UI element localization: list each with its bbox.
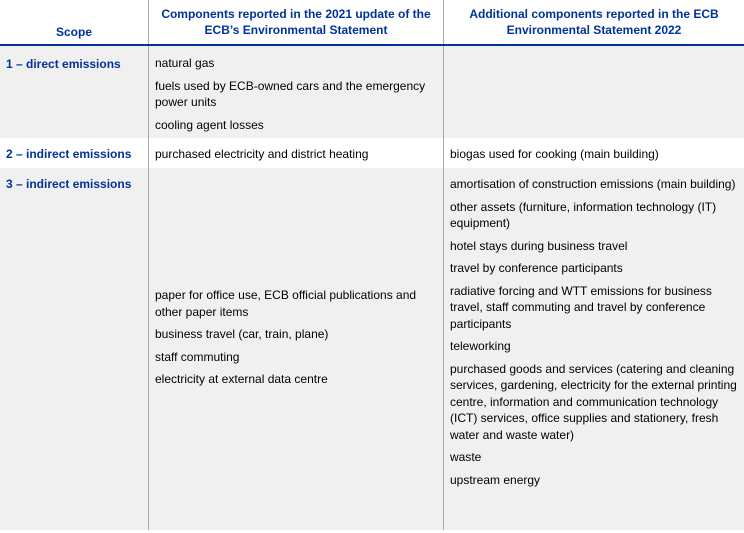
- header-2022-additional-components: Additional components reported in the ECB Environmental Statement 2022: [443, 0, 744, 44]
- list-item: other assets (furniture, information technology (IT) equipment): [450, 199, 717, 230]
- list-item: waste: [450, 450, 482, 464]
- list-item: staff commuting: [155, 349, 240, 364]
- scope-label: 3 – indirect emissions: [6, 177, 132, 191]
- components-2022-cell: [443, 138, 744, 168]
- list-item: upstream energy: [450, 472, 541, 487]
- list-item: cooling agent losses: [155, 117, 264, 132]
- list-item: business travel (car, train, plane): [155, 327, 329, 341]
- table-row: [0, 46, 744, 138]
- scope-cell: [0, 46, 148, 138]
- list-item: paper for office use, ECB official publications and other paper items: [155, 288, 417, 319]
- list-item: teleworking: [450, 339, 511, 353]
- list-item: purchased electricity and district heating: [155, 147, 369, 161]
- table-row: [0, 138, 744, 168]
- list-item: radiative forcing and WTT emissions for business travel, staff commuting and travel by conference participants: [450, 283, 712, 331]
- list-item: fuels used by ECB-owned cars and the emergency power units: [155, 78, 426, 109]
- table-row: [0, 168, 744, 530]
- components-2021-cell: [148, 168, 443, 530]
- scope-cell: [0, 168, 148, 530]
- components-2022-cell: [443, 46, 744, 138]
- list-item: travel by conference participants: [450, 261, 623, 275]
- list-item: natural gas: [155, 56, 215, 70]
- components-2021-cell: [148, 46, 443, 138]
- header-scope: Scope: [55, 25, 92, 39]
- components-2021-cell: [148, 138, 443, 168]
- scope-label: 1 – direct emissions: [6, 57, 121, 71]
- scope-cell: [0, 138, 148, 168]
- list-item: electricity at external data centre: [155, 372, 328, 386]
- list-item: hotel stays during business travel: [450, 238, 628, 253]
- list-item: purchased goods and services (catering and cleaning services, gardening, electricity for the external printing centre, information and communication technology (ICT) services, office supplies and stationery, fresh water and waste water): [450, 361, 737, 442]
- scope-label: 2 – indirect emissions: [6, 147, 132, 161]
- list-item: biogas used for cooking (main building): [450, 147, 659, 161]
- list-item: amortisation of construction emissions (main building): [450, 177, 736, 191]
- header-2021-components: Components reported in the 2021 update of the ECB’s Environmental Statement: [148, 0, 443, 44]
- components-2022-cell: [443, 168, 744, 530]
